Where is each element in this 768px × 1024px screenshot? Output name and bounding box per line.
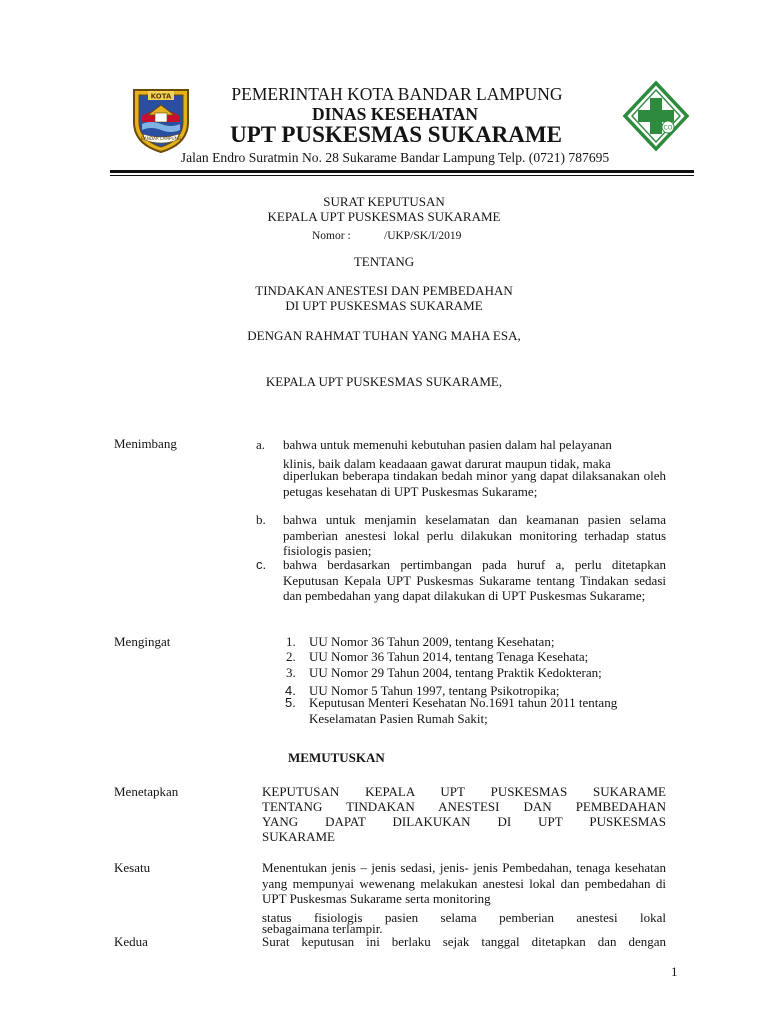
menimbang-c-marker: c.: [256, 557, 267, 572]
memutuskan-heading: MEMUTUSKAN: [288, 750, 385, 765]
mengingat-item-5-marker: 5.: [285, 695, 296, 710]
menetapkan-line-4: SUKARAME: [262, 829, 335, 844]
header-department: DINAS KESEHATAN: [311, 104, 479, 124]
rahmat-line: DENGAN RAHMAT TUHAN YANG MAHA ESA,: [247, 328, 521, 343]
kesatu-text: Menentukan jenis – jenis sedasi, jenis- jenis Pembedahan, tenaga kesehatan yang mempunyai wewenang melakukan anestesi lokal dan pembedahan di UPT Puskesmas Sukarame serta monitoring: [262, 860, 666, 906]
mengingat-item-5: Keputusan Menteri Kesehatan No.1691 tahun 2011 tentang: [309, 695, 618, 710]
kedua-label: Kedua: [114, 934, 148, 949]
menetapkan-line-3: YANG DAPAT DILAKUKAN DI UPT PUSKESMAS: [262, 814, 666, 829]
menimbang-b-text: bahwa untuk menjamin keselamatan dan keamanan pasien selama pamberian anestesi lokal perlu dilakukan monitoring terhadap status fisiologis pasien;: [283, 512, 666, 558]
kesatu-line-4: status fisiologis pasien selama pemberian anestesi lokal: [262, 910, 666, 925]
nomor-label: Nomor :: [312, 230, 351, 242]
subject-line-1: TINDAKAN ANESTESI DAN PEMBEDAHAN: [255, 283, 513, 298]
header-rule: [110, 170, 694, 173]
header-rule-thin: [110, 175, 694, 176]
menetapkan-line-2: TENTANG TINDAKAN ANESTESI DAN PEMBEDAHAN: [262, 799, 666, 814]
menimbang-a-line-2: klinis, baik dalam keadaaan gawat darurat maupun tidak, maka: [283, 456, 611, 471]
kepala-line: KEPALA UPT PUSKESMAS SUKARAME,: [265, 374, 503, 389]
mengingat-item-3-marker: 3.: [286, 665, 296, 680]
mengingat-item-2-marker: 2.: [286, 649, 296, 664]
emblem-top-text: KOTA: [150, 92, 172, 101]
menimbang-c-text: bahwa berdasarkan pertimbangan pada huruf a, perlu ditetapkan Keputusan Kepala UPT Puskesmas Sukarame tentang Tindakan sedasi dan pembedahan yang dapat dilakukan di UPT Puskesmas Sukarame;: [283, 557, 666, 603]
menetapkan-label: Menetapkan: [114, 784, 179, 799]
menimbang-label: Menimbang: [114, 436, 177, 451]
nomor-value: /UKP/SK/I/2019: [384, 230, 462, 242]
kesatu-line-5: sebagaimana terlampir.: [262, 921, 383, 936]
subject-line-2: DI UPT PUSKESMAS SUKARAME: [285, 298, 483, 313]
emblem-bottom-text: BANDAR LAMPUNG: [140, 136, 182, 141]
header-institution: UPT PUSKESMAS SUKARAME: [230, 122, 562, 147]
menetapkan-line-1: KEPUTUSAN KEPALA UPT PUSKESMAS SUKARAME: [262, 784, 666, 799]
tentang-heading: TENTANG: [353, 254, 415, 269]
page-number: 1: [671, 964, 678, 979]
mengingat-item-3: UU Nomor 29 Tahun 2004, tentang Praktik Kedokteran;: [309, 665, 602, 680]
menimbang-a-line-1: bahwa untuk memenuhi kebutuhan pasien dalam hal pelayanan: [283, 437, 612, 452]
header-address: Jalan Endro Suratmin No. 28 Sukarame Bandar Lampung Telp. (0721) 787695: [180, 150, 610, 165]
decree-issuer: KEPALA UPT PUSKESMAS SUKARAME: [267, 209, 501, 224]
mengingat-label: Mengingat: [114, 634, 171, 649]
kedua-text: Surat keputusan ini berlaku sejak tanggal ditetapkan dan dengan: [262, 934, 666, 949]
decree-number: [312, 230, 461, 242]
header-government: PEMERINTAH KOTA BANDAR LAMPUNG: [231, 84, 563, 104]
mengingat-item-1: UU Nomor 36 Tahun 2009, tentang Kesehatan;: [309, 634, 555, 649]
svg-text:CO: CO: [663, 124, 673, 132]
mengingat-item-4: UU Nomor 5 Tahun 1997, tentang Psikotropika;: [309, 683, 560, 698]
mengingat-item-1-marker: 1.: [286, 634, 296, 649]
menimbang-a-marker: a.: [256, 437, 266, 452]
mengingat-item-5-cont: Keselamatan Pasien Rumah Sakit;: [309, 711, 488, 726]
mengingat-item-2: UU Nomor 36 Tahun 2014, tentang Tenaga Kesehata;: [309, 649, 589, 664]
decree-title: SURAT KEPUTUSAN: [323, 194, 445, 209]
mengingat-item-4-marker: 4.: [285, 683, 296, 698]
kesatu-label: Kesatu: [114, 860, 151, 875]
menimbang-a-rest: diperlukan beberapa tindakan bedah minor yang dapat dilaksanakan oleh petugas kesehatan di UPT Puskesmas Sukarame;: [283, 468, 666, 499]
menimbang-b-marker: b.: [256, 512, 266, 527]
